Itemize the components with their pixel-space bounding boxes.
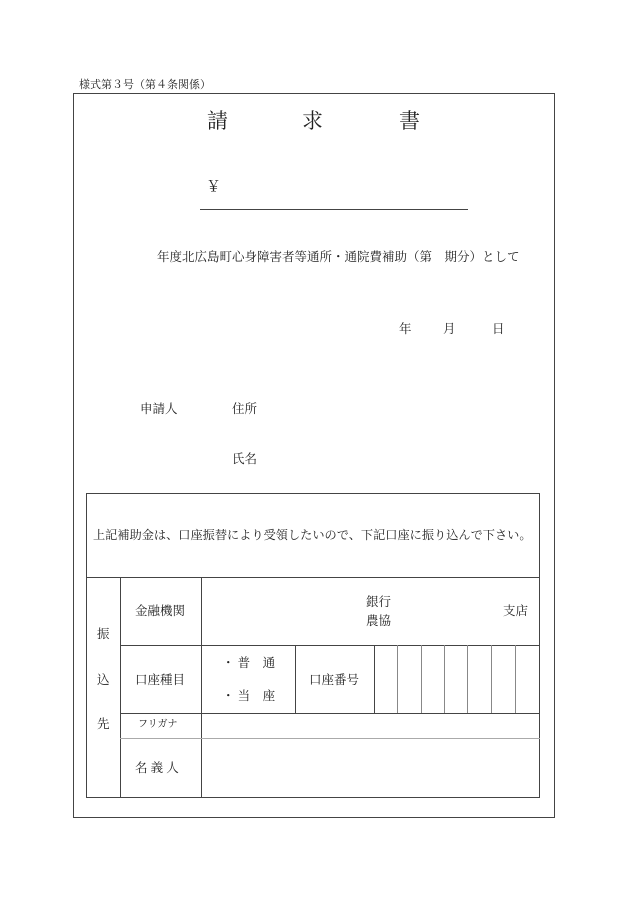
purpose-text: 年度北広島町心身障害者等通所・通院費補助（第 期分）として <box>157 250 520 264</box>
side-label-char-2: 込 <box>97 673 110 687</box>
account-type-current: ・ 当 座 <box>222 689 276 703</box>
digit-box-divider <box>491 645 492 713</box>
account-type-divider <box>295 645 296 713</box>
digit-box-divider <box>397 645 398 713</box>
form-label: 様式第３号（第４条関係） <box>79 79 211 91</box>
date-month-label: 月 <box>443 322 456 336</box>
digit-box-divider <box>467 645 468 713</box>
date-year-label: 年 <box>399 322 412 336</box>
account-type-label: 口座種目 <box>135 673 186 687</box>
digit-box-divider <box>444 645 445 713</box>
transfer-notice: 上記補助金は、口座振替により受領したいので、下記口座に振り込んで下さい。 <box>93 528 532 542</box>
table-top-line <box>86 577 540 578</box>
holder-label: 名 義 人 <box>135 761 179 775</box>
branch-label: 支店 <box>503 604 529 618</box>
account-type-ordinary: ・ 普 通 <box>222 656 276 670</box>
title-char-2: 求 <box>302 109 323 133</box>
account-number-label: 口座番号 <box>309 673 360 687</box>
side-label-char-1: 振 <box>97 627 110 641</box>
applicant-label: 申請人 <box>140 402 178 416</box>
side-label-char-3: 先 <box>97 717 110 731</box>
amount-underline <box>200 209 468 210</box>
digit-box-divider <box>515 645 516 713</box>
title-char-3: 書 <box>399 109 420 133</box>
row-line-1 <box>120 645 540 646</box>
side-column-line <box>120 577 121 797</box>
name-label: 氏名 <box>232 452 258 466</box>
bank-label: 銀行 <box>366 595 392 609</box>
address-label: 住所 <box>232 402 258 416</box>
title-char-1: 請 <box>207 109 228 133</box>
institution-label: 金融機関 <box>135 604 186 618</box>
yen-mark: ￥ <box>206 179 222 195</box>
date-day-label: 日 <box>492 322 505 336</box>
row-line-3 <box>120 738 540 739</box>
furigana-label: フリガナ <box>138 719 178 730</box>
agri-coop-label: 農協 <box>366 614 392 628</box>
row-line-2 <box>120 713 540 714</box>
label-column-line <box>201 577 202 797</box>
account-number-divider <box>374 645 375 713</box>
digit-box-divider <box>421 645 422 713</box>
